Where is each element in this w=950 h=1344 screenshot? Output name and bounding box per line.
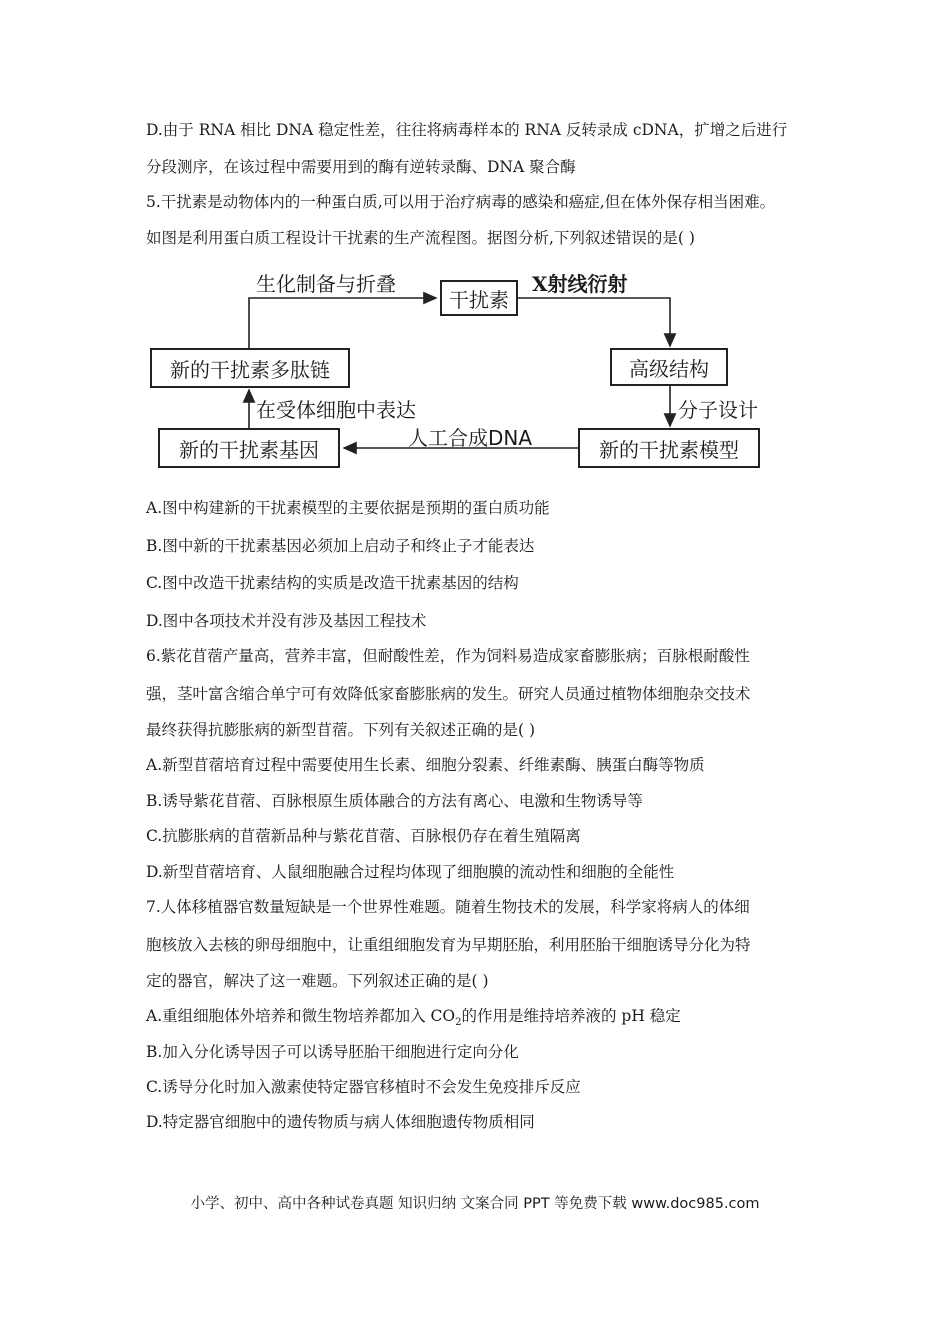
q7-stem-line2: 胞核放入去核的卵母细胞中，让重组细胞发育为早期胚胎，利用胚胎干细胞诱导分化为特 <box>146 936 751 954</box>
arrow-biochem-to-interferon <box>249 298 436 348</box>
q7a-text-before: A.重组细胞体外培养和微生物培养都加入 CO <box>146 1007 456 1025</box>
q7-option-b: B.加入分化诱导因子可以诱导胚胎干细胞进行定向分化 <box>146 1043 519 1061</box>
q6-option-c: C.抗膨胀病的苜蓿新品种与紫花苜蓿、百脉根仍存在着生殖隔离 <box>146 827 581 845</box>
label-synthetic-dna: 人工合成DNA <box>408 426 533 450</box>
q6-stem-line1: 6.紫花苜蓿产量高，营养丰富，但耐酸性差，作为饲料易造成家畜膨胀病；百脉根耐酸性 <box>146 647 750 665</box>
q7-stem-line3: 定的器官，解决了这一难题。下列叙述正确的是( ) <box>146 972 489 990</box>
q7-option-d: D.特定器官细胞中的遗传物质与病人体细胞遗传物质相同 <box>146 1113 535 1131</box>
q5-stem-line1: 5.干扰素是动物体内的一种蛋白质,可以用于治疗病毒的感染和癌症,但在体外保存相当困难。 <box>146 193 776 211</box>
label-xray: X射线衍射 <box>532 272 628 296</box>
q4-option-d-line2: 分段测序，在该过程中需要用到的酶有逆转录酶、DNA 聚合酶 <box>146 158 576 176</box>
q4-option-d-line1: D.由于 RNA 相比 DNA 稳定性差，往往将病毒样本的 RNA 反转录成 cDNA，扩增之后进行 <box>146 121 788 139</box>
q7-option-a <box>146 1006 681 1033</box>
q5-stem-line2: 如图是利用蛋白质工程设计干扰素的生产流程图。据图分析,下列叙述错误的是( ) <box>146 229 695 247</box>
box-interferon: 干扰素 <box>440 280 518 316</box>
box-higher-structure: 高级结构 <box>610 348 728 386</box>
q6-option-d: D.新型苜蓿培育、人鼠细胞融合过程均体现了细胞膜的流动性和细胞的全能性 <box>146 863 675 881</box>
q5-option-a: A.图中构建新的干扰素模型的主要依据是预期的蛋白质功能 <box>146 499 550 517</box>
q7a-text-after: 的作用是维持培养液的 pH 稳定 <box>461 1007 681 1025</box>
q6-stem-line2: 强，茎叶富含缩合单宁可有效降低家畜膨胀病的发生。研究人员通过植物体细胞杂交技术 <box>146 685 751 703</box>
q7a-subscript: 2 <box>455 1017 462 1029</box>
q7-stem-line1: 7.人体移植器官数量短缺是一个世界性难题。随着生物技术的发展，科学家将病人的体细 <box>146 898 750 916</box>
q5-option-d: D.图中各项技术并没有涉及基因工程技术 <box>146 612 427 630</box>
arrow-xray-to-structure <box>518 298 670 346</box>
label-express-receptor: 在受体细胞中表达 <box>256 398 416 422</box>
box-new-gene: 新的干扰素基因 <box>158 428 340 468</box>
q6-option-b: B.诱导紫花苜蓿、百脉根原生质体融合的方法有离心、电激和生物诱导等 <box>146 792 643 810</box>
interferon-flowchart <box>146 262 786 472</box>
box-new-polypeptide: 新的干扰素多肽链 <box>150 348 350 388</box>
q6-stem-line3: 最终获得抗膨胀病的新型苜蓿。下列有关叙述正确的是( ) <box>146 721 536 739</box>
q5-option-b: B.图中新的干扰素基因必须加上启动子和终止子才能表达 <box>146 537 535 555</box>
q5-option-c: C.图中改造干扰素结构的实质是改造干扰素基因的结构 <box>146 574 519 592</box>
box-new-model: 新的干扰素模型 <box>578 428 760 468</box>
q6-option-a: A.新型苜蓿培育过程中需要使用生长素、细胞分裂素、纤维素酶、胰蛋白酶等物质 <box>146 756 705 774</box>
q7-option-c: C.诱导分化时加入激素使特定器官移植时不会发生免疫排斥反应 <box>146 1078 581 1096</box>
page-footer: 小学、初中、高中各种试卷真题 知识归纳 文案合同 PPT 等免费下载 www.doc985.com <box>190 1196 760 1212</box>
label-molecular-design: 分子设计 <box>678 398 758 422</box>
label-biochem-folding: 生化制备与折叠 <box>256 272 396 296</box>
